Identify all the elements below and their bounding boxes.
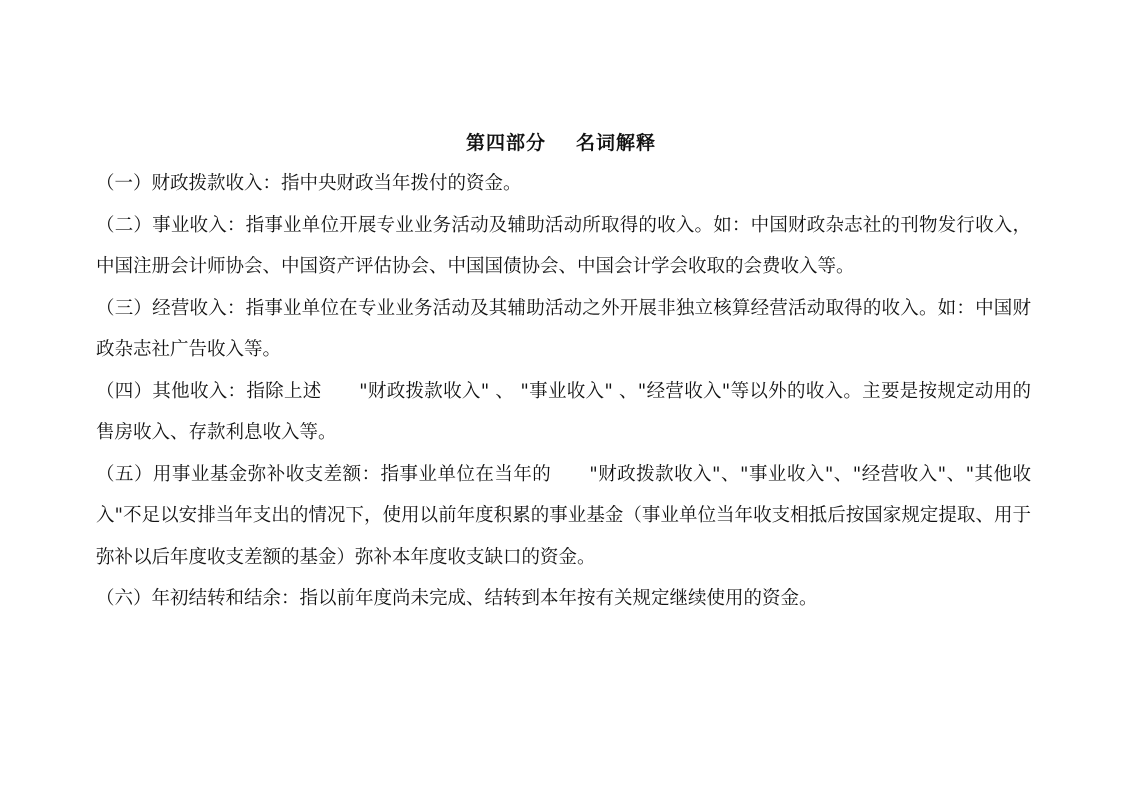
definition-paragraph-2: （二）事业收入：指事业单位开展专业业务活动及辅助活动所取得的收入。如：中国财政杂志社的刊物发行收入，中国注册会计师协会、中国资产评估协会、中国国债协会、中国会计学会收取的会费收入等。 <box>96 214 1031 277</box>
definition-paragraph-5: （五）用事业基金弥补收支差额：指事业单位在当年的 "财政拨款收入"、"事业收入"、"经营收入"、"其他收入"不足以安排当年支出的情况下，使用以前年度积累的事业基金（事业单位当年收支相抵后按国家规定提取、用于弥补以后年度收支差额的基金）弥补本年度收支缺口的资金。 <box>96 463 1031 568</box>
definition-paragraph-1: （一）财政拨款收入：指中央财政当年拨付的资金。 <box>96 173 522 194</box>
definition-paragraph-4: （四）其他收入：指除上述 "财政拨款收入" 、 "事业收入" 、"经营收入"等以外的收入。主要是按规定动用的售房收入、存款利息收入等。 <box>96 380 1031 443</box>
definition-paragraph-3: （三）经营收入：指事业单位在专业业务活动及其辅助活动之外开展非独立核算经营活动取得的收入。如：中国财政杂志社广告收入等。 <box>96 297 1031 360</box>
definition-paragraph-6: （六）年初结转和结余：指以前年度尚未完成、结转到本年按有关规定继续使用的资金。 <box>96 588 818 609</box>
section-title <box>0 128 1122 155</box>
section-title-name: 名词解释 <box>576 132 657 154</box>
section-title-part: 第四部分 <box>465 132 546 154</box>
definitions-body <box>96 163 1031 620</box>
